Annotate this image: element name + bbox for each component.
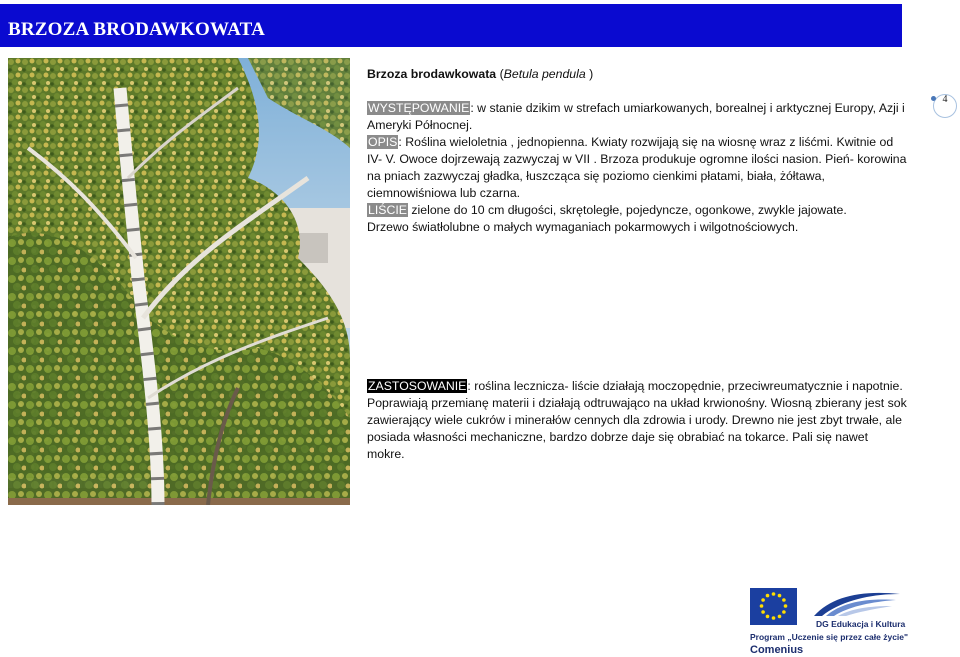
occurrence-label: WYSTĘPOWANIE xyxy=(368,101,470,115)
dg-education-logo-icon xyxy=(812,586,902,618)
habitat-paragraph: Drzewo światłolubne o małych wymaganiach pokarmowych i wilgotnościowych. xyxy=(367,220,799,234)
program-label: Program „Uczenie się przez całe życie" xyxy=(750,632,909,642)
species-name: Brzoza brodawkowata xyxy=(367,67,497,81)
page-number-dot xyxy=(931,96,936,101)
usage-block xyxy=(367,378,907,463)
page-number-badge xyxy=(933,94,957,118)
page-number: 4 xyxy=(942,94,948,105)
species-heading xyxy=(367,66,907,83)
page-title: BRZOZA BRODAWKOWATA xyxy=(8,19,265,40)
dg-label: DG Edukacja i Kultura xyxy=(816,619,906,629)
description-label: OPIS xyxy=(368,135,398,149)
latin-close-paren: ) xyxy=(585,67,594,81)
leaves-label: LIŚCIE xyxy=(368,203,407,217)
eu-flag-icon xyxy=(750,588,797,625)
footer-logos xyxy=(750,586,910,656)
description-block xyxy=(367,66,907,236)
description-paragraph xyxy=(367,134,907,202)
birch-tree-image xyxy=(8,58,350,505)
comenius-label: Comenius xyxy=(750,644,804,656)
birch-tree-photo xyxy=(8,58,350,505)
occurrence-paragraph xyxy=(367,100,907,134)
usage-paragraph xyxy=(367,378,907,463)
description-text: : Roślina wieloletnia , jednopienna. Kwiaty rozwijają się na wiosnę wraz z liśćmi. Kwitnie od IV- V. Owoce dojrzewają zazwyczaj w VII . Brzoza produkuje ogromne ilości nasion. Pień- korowina na pniach zazwyczaj gładka, łuszcząca się poziomo cienkimi płatami, biała, żółtawa, ciemnowiśniowa lub czarna. xyxy=(367,135,907,200)
usage-text: : roślina lecznicza- liście działają moczopędnie, przeciwreumatycznie i napotnie. Poprawiają przemianę materii i działają odtruwająco na układ krwionośny. Wiosną zbierany jest sok zawierający wiele cukrów i minerałów cennych dla zdrowia i urody. Drewno nie jest zbyt trwałe, ale posiada własności mechaniczne, bardzo dobrze daje się obrabiać na tokarce. Pali się nawet mokre. xyxy=(367,379,907,461)
species-latin-name: Betula pendula xyxy=(503,67,586,81)
leaves-paragraph xyxy=(367,202,907,219)
leaves-text: zielone do 10 cm długości, skrętoległe, pojedyncze, ogonkowe, zwykle jajowate. xyxy=(407,203,847,217)
usage-label: ZASTOSOWANIE xyxy=(368,379,467,393)
occurrence-text: : w stanie dzikim w strefach umiarkowanych, borealnej i arktycznej Europy, Azji i Ameryki Północnej. xyxy=(367,101,905,132)
latin-open-paren: ( xyxy=(496,67,504,81)
